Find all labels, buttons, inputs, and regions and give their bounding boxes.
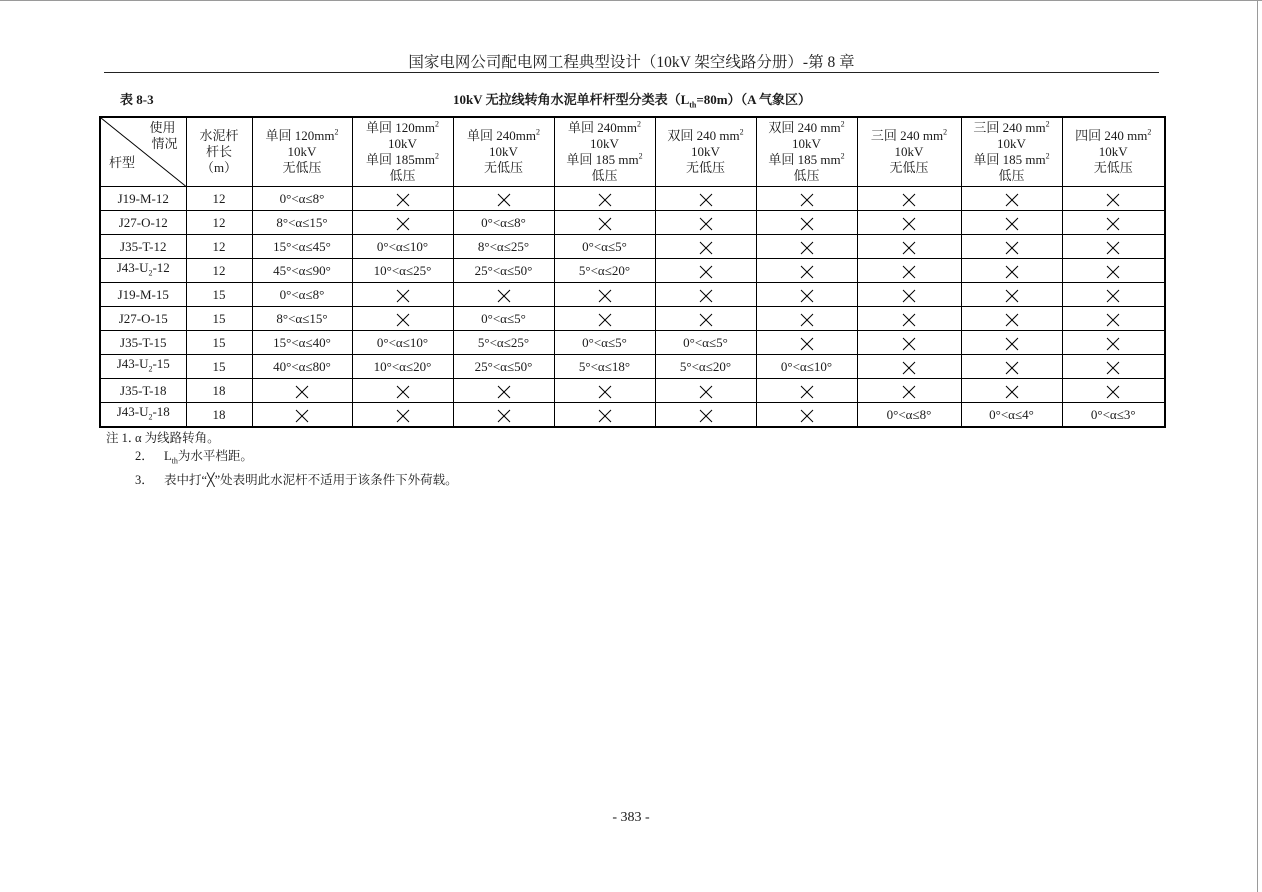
column-header-line: 10kV bbox=[894, 144, 924, 159]
angle-range-cell bbox=[1062, 307, 1165, 331]
pole-length-cell: 15 bbox=[186, 307, 252, 331]
angle-range-cell bbox=[554, 403, 655, 428]
header-rule bbox=[104, 72, 1159, 73]
cross-mark-icon bbox=[598, 385, 612, 399]
cross-mark-icon bbox=[396, 385, 410, 399]
cross-mark-icon bbox=[699, 289, 713, 303]
angle-range-cell bbox=[756, 379, 857, 403]
column-header-line: 10kV bbox=[691, 144, 720, 159]
angle-range-cell bbox=[1062, 355, 1165, 379]
cross-mark-icon bbox=[1106, 337, 1120, 351]
cross-mark-icon bbox=[699, 385, 713, 399]
column-header-4 bbox=[554, 117, 655, 187]
angle-range-cell bbox=[1062, 379, 1165, 403]
column-header-line: 无低压 bbox=[889, 160, 929, 175]
angle-range-cell bbox=[961, 355, 1062, 379]
corner-label-condition: 情况 bbox=[151, 136, 178, 151]
cross-mark-icon bbox=[1005, 265, 1019, 279]
cross-mark-icon bbox=[497, 289, 511, 303]
angle-range-cell: 8°<α≤15° bbox=[252, 307, 352, 331]
pole-type-cell: J19-M-12 bbox=[100, 187, 186, 211]
angle-range-cell: 10°<α≤25° bbox=[352, 259, 453, 283]
angle-range-cell bbox=[1062, 211, 1165, 235]
pole-type-cell: J35-T-12 bbox=[100, 235, 186, 259]
table-row bbox=[100, 355, 1165, 379]
cross-mark-icon bbox=[1005, 217, 1019, 231]
cross-mark-icon bbox=[1005, 193, 1019, 207]
column-header-line: 单回 $240mm^2$ bbox=[568, 119, 641, 135]
cross-mark-icon bbox=[800, 289, 814, 303]
angle-range-cell bbox=[961, 211, 1062, 235]
angle-range-cell bbox=[554, 379, 655, 403]
angle-range-cell bbox=[756, 283, 857, 307]
column-header-line: 10kV bbox=[590, 136, 619, 151]
cross-mark-icon bbox=[1106, 241, 1120, 255]
angle-range-cell: 0°<α≤5° bbox=[554, 331, 655, 355]
angle-range-cell bbox=[756, 259, 857, 283]
corner-label-use: 使用 bbox=[149, 120, 176, 135]
angle-range-cell: 5°<α≤18° bbox=[554, 355, 655, 379]
cross-mark-icon bbox=[1005, 361, 1019, 375]
pole-length-cell: 15 bbox=[186, 331, 252, 355]
angle-range-cell: 15°<α≤45° bbox=[252, 235, 352, 259]
angle-range-cell: 8°<α≤25° bbox=[453, 235, 554, 259]
cross-mark-icon bbox=[396, 409, 410, 423]
column-header-line: 三回 240 $mm^2$ bbox=[973, 119, 1050, 135]
cross-mark-icon bbox=[902, 241, 916, 255]
corner-label-pole-type: 杆型 bbox=[109, 155, 136, 170]
page-frame-top bbox=[0, 0, 1262, 1]
angle-range-cell bbox=[453, 187, 554, 211]
page-frame-right bbox=[1257, 0, 1258, 892]
cross-mark-icon bbox=[800, 337, 814, 351]
angle-range-cell bbox=[655, 235, 756, 259]
note-number: 注 1． bbox=[106, 431, 141, 445]
note-text: α 为线路转角。 bbox=[135, 431, 220, 445]
angle-range-cell bbox=[756, 331, 857, 355]
column-header-8 bbox=[961, 117, 1062, 187]
angle-range-cell bbox=[252, 403, 352, 428]
column-header-line: 低压 bbox=[389, 168, 416, 183]
cross-mark-icon bbox=[1106, 193, 1120, 207]
pole-type-cell: $J43-U_2-12$ bbox=[100, 259, 186, 283]
cross-mark-icon bbox=[497, 409, 511, 423]
running-header: 国家电网公司配电网工程典型设计（10kV 架空线路分册）-第 8 章 bbox=[408, 54, 855, 71]
angle-range-cell bbox=[1062, 235, 1165, 259]
angle-range-cell: 10°<α≤20° bbox=[352, 355, 453, 379]
column-header-line: 单回 185 $mm^2$ bbox=[566, 151, 643, 167]
angle-range-cell: 5°<α≤20° bbox=[655, 355, 756, 379]
column-header-line: 10kV bbox=[792, 136, 821, 151]
angle-range-cell bbox=[352, 187, 453, 211]
table-row bbox=[100, 379, 1165, 403]
angle-range-cell: 0°<α≤8° bbox=[857, 403, 961, 428]
cross-mark-icon bbox=[1106, 217, 1120, 231]
column-header-line: 低压 bbox=[591, 168, 618, 183]
cross-mark-icon bbox=[396, 217, 410, 231]
angle-range-cell: 0°<α≤10° bbox=[756, 355, 857, 379]
angle-range-cell bbox=[756, 211, 857, 235]
cross-mark-icon bbox=[598, 313, 612, 327]
cross-mark-icon bbox=[598, 217, 612, 231]
note-text: 表中打“╳”处表明此水泥杆不适用于该条件下外荷载。 bbox=[164, 472, 458, 487]
angle-range-cell: 0°<α≤5° bbox=[453, 307, 554, 331]
cross-mark-icon bbox=[800, 265, 814, 279]
pole-length-cell: 12 bbox=[186, 235, 252, 259]
table-header-row bbox=[100, 117, 1165, 187]
angle-range-cell: 25°<α≤50° bbox=[453, 259, 554, 283]
cross-mark-icon bbox=[1106, 361, 1120, 375]
table-row bbox=[100, 403, 1165, 428]
angle-range-cell bbox=[756, 187, 857, 211]
column-header-2 bbox=[352, 117, 453, 187]
cross-mark-icon bbox=[396, 289, 410, 303]
table-number: 表 8-3 bbox=[120, 92, 154, 107]
column-header-line: 无低压 bbox=[685, 160, 725, 175]
column-header-line: 单回 185 $mm^2$ bbox=[768, 151, 845, 167]
pole-type-cell: $J43-U_2-15$ bbox=[100, 355, 186, 379]
cross-mark-icon bbox=[902, 385, 916, 399]
note-item bbox=[106, 471, 458, 489]
table-row bbox=[100, 211, 1165, 235]
pole-type-cell: J35-T-15 bbox=[100, 331, 186, 355]
angle-range-cell: 5°<α≤25° bbox=[453, 331, 554, 355]
angle-range-cell: 40°<α≤80° bbox=[252, 355, 352, 379]
angle-range-cell bbox=[857, 331, 961, 355]
cross-mark-icon bbox=[1005, 385, 1019, 399]
angle-range-cell bbox=[857, 379, 961, 403]
angle-range-cell bbox=[655, 403, 756, 428]
angle-range-cell bbox=[655, 379, 756, 403]
cross-mark-icon bbox=[699, 313, 713, 327]
angle-range-cell: 0°<α≤8° bbox=[252, 283, 352, 307]
angle-range-cell: 25°<α≤50° bbox=[453, 355, 554, 379]
column-header-line: 单回 185 $mm^2$ bbox=[973, 151, 1050, 167]
table-row bbox=[100, 307, 1165, 331]
column-header-line: 低压 bbox=[998, 168, 1025, 183]
note-item bbox=[106, 429, 458, 447]
cross-mark-icon bbox=[295, 409, 309, 423]
angle-range-cell: 8°<α≤15° bbox=[252, 211, 352, 235]
cross-mark-icon bbox=[800, 241, 814, 255]
column-header-5 bbox=[655, 117, 756, 187]
cross-mark-icon bbox=[1005, 241, 1019, 255]
cross-mark-icon bbox=[1106, 289, 1120, 303]
pole-length-cell: 12 bbox=[186, 259, 252, 283]
cross-mark-icon bbox=[598, 193, 612, 207]
table-notes bbox=[106, 429, 458, 489]
angle-range-cell bbox=[857, 283, 961, 307]
column-header-line: 无低压 bbox=[483, 160, 523, 175]
pole-type-cell: J35-T-18 bbox=[100, 379, 186, 403]
angle-range-cell bbox=[857, 307, 961, 331]
angle-range-cell bbox=[961, 307, 1062, 331]
pole-length-cell: 12 bbox=[186, 211, 252, 235]
angle-range-cell bbox=[1062, 259, 1165, 283]
column-header-line: 四回 240 $mm^2$ bbox=[1075, 127, 1152, 143]
cross-mark-icon bbox=[1005, 289, 1019, 303]
angle-range-cell bbox=[961, 259, 1062, 283]
angle-range-cell bbox=[655, 259, 756, 283]
angle-range-cell bbox=[961, 283, 1062, 307]
angle-range-cell bbox=[352, 211, 453, 235]
angle-range-cell bbox=[352, 283, 453, 307]
column-header-line: 10kV bbox=[997, 136, 1026, 151]
angle-range-cell: 5°<α≤20° bbox=[554, 259, 655, 283]
angle-range-cell bbox=[352, 307, 453, 331]
cross-mark-icon bbox=[497, 385, 511, 399]
column-header-3 bbox=[453, 117, 554, 187]
angle-range-cell bbox=[1062, 331, 1165, 355]
angle-range-cell bbox=[252, 379, 352, 403]
angle-range-cell bbox=[655, 187, 756, 211]
table-row bbox=[100, 331, 1165, 355]
angle-range-cell bbox=[961, 379, 1062, 403]
column-header-7 bbox=[857, 117, 961, 187]
angle-range-cell bbox=[655, 211, 756, 235]
note-text: 为水平档距。 bbox=[177, 449, 253, 463]
cross-mark-icon bbox=[902, 313, 916, 327]
column-header-line: 单回 $185mm^2$ bbox=[366, 151, 439, 167]
cross-mark-icon bbox=[1106, 313, 1120, 327]
note-symbol-sub: th bbox=[171, 456, 178, 466]
angle-range-cell bbox=[1062, 283, 1165, 307]
angle-range-cell bbox=[352, 379, 453, 403]
angle-range-cell: 0°<α≤8° bbox=[252, 187, 352, 211]
cross-mark-icon bbox=[1005, 313, 1019, 327]
angle-range-cell bbox=[554, 187, 655, 211]
pole-type-cell: J27-O-12 bbox=[100, 211, 186, 235]
pole-type-cell: J27-O-15 bbox=[100, 307, 186, 331]
column-header-1 bbox=[252, 117, 352, 187]
angle-range-cell bbox=[352, 403, 453, 428]
cross-mark-icon bbox=[396, 313, 410, 327]
cross-mark-icon bbox=[1106, 265, 1120, 279]
angle-range-cell bbox=[554, 211, 655, 235]
pole-length-cell: 18 bbox=[186, 379, 252, 403]
cross-mark-icon bbox=[800, 409, 814, 423]
table-row bbox=[100, 283, 1165, 307]
column-header-line: 无低压 bbox=[1093, 160, 1133, 175]
cross-mark-icon bbox=[902, 361, 916, 375]
pole-length-cell: 12 bbox=[186, 187, 252, 211]
angle-range-cell: 15°<α≤40° bbox=[252, 331, 352, 355]
cross-mark-icon bbox=[800, 385, 814, 399]
cross-mark-icon bbox=[699, 409, 713, 423]
angle-range-cell bbox=[655, 283, 756, 307]
column-header-line: 无低压 bbox=[282, 160, 322, 175]
angle-range-cell bbox=[857, 235, 961, 259]
angle-range-cell: 0°<α≤10° bbox=[352, 235, 453, 259]
cross-mark-icon bbox=[1106, 385, 1120, 399]
angle-range-cell bbox=[961, 235, 1062, 259]
angle-range-cell bbox=[453, 379, 554, 403]
angle-range-cell bbox=[857, 355, 961, 379]
angle-range-cell: 0°<α≤4° bbox=[961, 403, 1062, 428]
column-header-line: 三回 240 $mm^2$ bbox=[870, 127, 948, 143]
angle-range-cell: 45°<α≤90° bbox=[252, 259, 352, 283]
cross-mark-icon bbox=[699, 217, 713, 231]
angle-range-cell bbox=[756, 307, 857, 331]
angle-range-cell: 0°<α≤5° bbox=[554, 235, 655, 259]
angle-range-cell bbox=[756, 235, 857, 259]
column-header-line: 双回 240 $mm^2$ bbox=[768, 119, 845, 135]
corner-diagonal-header bbox=[100, 117, 186, 187]
pole-type-cell: J19-M-15 bbox=[100, 283, 186, 307]
pole-length-cell: 15 bbox=[186, 283, 252, 307]
cross-mark-icon bbox=[598, 409, 612, 423]
angle-range-cell: 0°<α≤8° bbox=[453, 211, 554, 235]
cross-mark-icon bbox=[800, 217, 814, 231]
column-header-line: 单回 $240mm^2$ bbox=[467, 127, 540, 143]
angle-range-cell bbox=[1062, 187, 1165, 211]
cross-mark-icon bbox=[699, 265, 713, 279]
angle-range-cell bbox=[857, 187, 961, 211]
angle-range-cell: 0°<α≤3° bbox=[1062, 403, 1165, 428]
column-header-line: 10kV bbox=[1098, 144, 1128, 159]
cross-mark-icon bbox=[295, 385, 309, 399]
cross-mark-icon bbox=[598, 289, 612, 303]
angle-range-cell bbox=[961, 187, 1062, 211]
angle-range-cell bbox=[453, 283, 554, 307]
angle-range-cell bbox=[756, 403, 857, 428]
pole-classification-table bbox=[99, 116, 1166, 428]
column-header-line: 10kV bbox=[489, 144, 518, 159]
table-row bbox=[100, 259, 1165, 283]
cross-mark-icon bbox=[902, 337, 916, 351]
angle-range-cell bbox=[857, 211, 961, 235]
column-header-line: 10kV bbox=[287, 144, 317, 159]
cross-mark-icon bbox=[497, 193, 511, 207]
table-title: 10kV 无拉线转角水泥单杆杆型分类表$(L_{th}=80m)(A$ 气象区） bbox=[452, 92, 812, 110]
column-header-line: 单回 $120mm^2$ bbox=[366, 119, 439, 135]
cross-mark-icon bbox=[902, 217, 916, 231]
table-row bbox=[100, 235, 1165, 259]
cross-mark-icon bbox=[800, 313, 814, 327]
column-header-line: 单回 $120mm^2$ bbox=[265, 127, 339, 143]
pole-type-cell: $J43-U_2-18$ bbox=[100, 403, 186, 428]
pole-length-cell: 18 bbox=[186, 403, 252, 428]
angle-range-cell: 0°<α≤10° bbox=[352, 331, 453, 355]
angle-range-cell bbox=[961, 331, 1062, 355]
table-row bbox=[100, 187, 1165, 211]
angle-range-cell bbox=[857, 259, 961, 283]
column-header-line: 低压 bbox=[793, 168, 820, 183]
note-item bbox=[106, 447, 458, 471]
cross-mark-icon bbox=[902, 193, 916, 207]
cross-mark-icon bbox=[699, 241, 713, 255]
angle-range-cell: 0°<α≤5° bbox=[655, 331, 756, 355]
cross-mark-icon bbox=[1005, 337, 1019, 351]
column-header-9 bbox=[1062, 117, 1165, 187]
pole-length-cell: 15 bbox=[186, 355, 252, 379]
pole-length-header: 水泥杆 杆长 （m） bbox=[186, 117, 252, 187]
column-header-6 bbox=[756, 117, 857, 187]
cross-mark-icon bbox=[396, 193, 410, 207]
angle-range-cell bbox=[554, 307, 655, 331]
column-header-line: 10kV bbox=[388, 136, 417, 151]
cross-mark-icon bbox=[699, 193, 713, 207]
cross-mark-icon bbox=[800, 193, 814, 207]
column-header-line: 双回 240 $mm^2$ bbox=[667, 127, 744, 143]
angle-range-cell bbox=[554, 283, 655, 307]
page-number: - 383 - bbox=[612, 810, 650, 825]
angle-range-cell bbox=[655, 307, 756, 331]
note-symbol: L bbox=[164, 449, 172, 463]
cross-mark-icon bbox=[902, 265, 916, 279]
note-number: 3． bbox=[135, 472, 154, 487]
cross-mark-icon bbox=[902, 289, 916, 303]
note-number: 2． bbox=[135, 449, 154, 463]
angle-range-cell bbox=[453, 403, 554, 428]
